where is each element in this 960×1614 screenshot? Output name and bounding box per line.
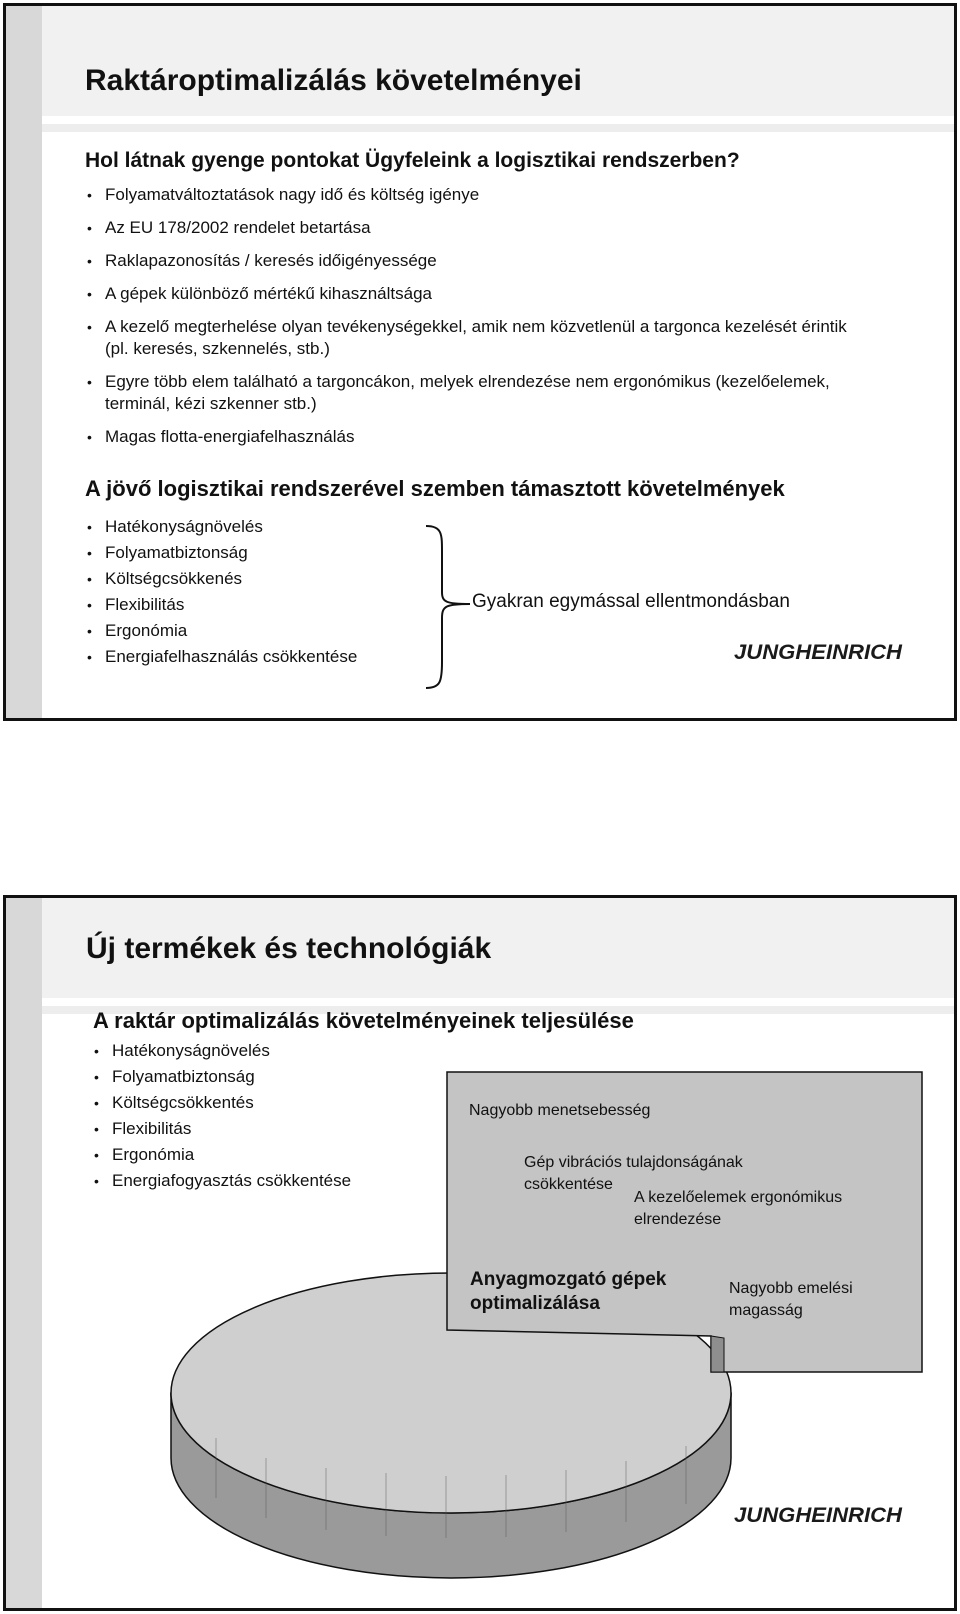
logo-text: JUNGHEINRICH	[734, 641, 903, 664]
slide-title: Raktároptimalizálás követelményei	[85, 64, 582, 97]
list-item: • Energiafogyasztás csökkentése	[94, 1168, 454, 1194]
list-item: • Költségcsökkentés	[94, 1090, 454, 1116]
list-item: • Flexibilitás	[87, 592, 407, 618]
label-lift: Nagyobb emelési magasság	[729, 1280, 853, 1319]
label-ergonomics: A kezelőelemek ergonómikus elrendezése	[634, 1189, 843, 1228]
list-item: • Egyre több elem található a targoncákon, melyek elrendezése nem ergonómikus (kezelőelemek, terminál, kézi szkenner stb.)	[87, 371, 867, 415]
slide-left-bar	[6, 6, 42, 718]
list-item: • Flexibilitás	[94, 1116, 454, 1142]
label-center: Anyagmozgató gépek optimalizálása	[470, 1269, 667, 1314]
label-speed: Nagyobb menetsebesség	[469, 1102, 651, 1119]
list-item: • Hatékonyságnövelés	[94, 1038, 454, 1064]
list-item: • Hatékonyságnövelés	[87, 514, 407, 540]
list-item: • A gépek különböző mértékű kihasználtsága	[87, 283, 867, 305]
slide-new-products	[3, 895, 957, 1611]
list-item: • Folyamatbiztonság	[87, 540, 407, 566]
jungheinrich-logo	[734, 638, 906, 664]
logo-text: JUNGHEINRICH	[734, 1504, 903, 1527]
section-heading-fulfillment: A raktár optimalizálás követelményeinek teljesülése	[93, 1008, 634, 1033]
section-heading-weak-points: Hol látnak gyenge pontokat Ügyfeleink a logisztikai rendszerben?	[85, 149, 740, 172]
list-item: • Folyamatváltoztatások nagy idő és költség igénye	[87, 184, 867, 206]
list-item: • Raklapazonosítás / keresés időigényessége	[87, 250, 867, 272]
slide-requirements	[3, 3, 957, 721]
label-vibration: Gép vibrációs tulajdonságának csökkentése	[524, 1154, 743, 1193]
slide-title: Új termékek és technológiák	[86, 932, 492, 965]
pie-slice-side	[711, 1336, 724, 1372]
list-item: • Ergonómia	[87, 618, 407, 644]
section-heading-future-requirements: A jövő logisztikai rendszerével szemben támasztott követelmények	[85, 476, 785, 501]
list-item: • Ergonómia	[94, 1142, 454, 1168]
brace-note: Gyakran egymással ellentmondásban	[472, 591, 790, 612]
list-item: • A kezelő megterhelése olyan tevékenységekkel, amik nem közvetlenül a targonca kezelését érintik (pl. keresés, szkennelés, stb.)	[87, 316, 867, 360]
list-item: • Az EU 178/2002 rendelet betartása	[87, 217, 867, 239]
jungheinrich-logo	[734, 1501, 906, 1527]
list-item: • Energiafelhasználás csökkentése	[87, 644, 407, 670]
future-requirements-list	[87, 514, 407, 670]
slide-title-bar	[42, 6, 954, 116]
curly-brace-icon	[424, 522, 474, 692]
list-item: • Magas flotta-energiafelhasználás	[87, 426, 867, 448]
fulfillment-list	[94, 1038, 454, 1194]
list-item: • Költségcsökkenés	[87, 566, 407, 592]
slide-separator	[42, 124, 954, 132]
weak-points-list	[87, 184, 867, 448]
list-item: • Folyamatbiztonság	[94, 1064, 454, 1090]
